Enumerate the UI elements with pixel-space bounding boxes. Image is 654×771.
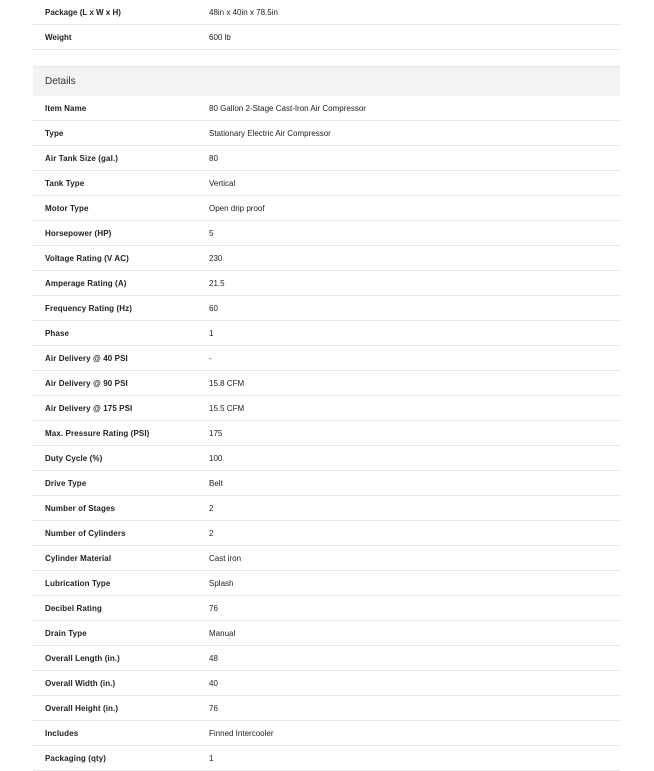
details-rows [33,96,620,771]
spec-label: Horsepower (HP) [45,228,112,238]
spec-label: Weight [45,32,72,42]
spec-value: Finned Intercooler [209,728,274,738]
table-row [33,196,620,221]
spec-value: - [209,353,212,363]
spec-label: Package (L x W x H) [45,7,121,17]
spec-label: Max. Pressure Rating (PSI) [45,428,150,438]
spec-value: 80 Gallon 2-Stage Cast-Iron Air Compressor [209,103,366,113]
table-row [33,321,620,346]
spec-label: Overall Width (in.) [45,678,116,688]
details-heading: Details [33,66,620,96]
table-row [33,346,620,371]
spec-label: Lubrication Type [45,578,111,588]
spec-label: Drive Type [45,478,87,488]
spec-value: 2 [209,503,214,513]
spec-label: Overall Length (in.) [45,653,120,663]
table-row [33,471,620,496]
spec-label: Number of Cylinders [45,528,126,538]
spec-label: Air Tank Size (gal.) [45,153,118,163]
spec-label: Cylinder Material [45,553,112,563]
spec-value: Belt [209,478,223,488]
table-row [33,696,620,721]
table-row [33,221,620,246]
table-row [33,25,620,50]
table-row [33,396,620,421]
spec-label: Packaging (qty) [45,753,107,763]
spec-value: Splash [209,578,234,588]
spec-label: Motor Type [45,203,89,213]
spec-label: Drain Type [45,628,87,638]
table-row [33,596,620,621]
spec-value: Manual [209,628,236,638]
spec-value: 175 [209,428,223,438]
spec-value: Open drip proof [209,203,265,213]
spec-label: Type [45,128,64,138]
spec-label: Phase [45,328,70,338]
spec-label: Overall Height (in.) [45,703,119,713]
table-row [33,571,620,596]
table-row [33,246,620,271]
table-row [33,496,620,521]
spec-value: 80 [209,153,218,163]
table-row [33,721,620,746]
spec-value: 1 [209,753,214,763]
table-row [33,646,620,671]
spec-value: 15.8 CFM [209,378,245,388]
table-row [33,421,620,446]
spec-label: Air Delivery @ 90 PSI [45,378,128,388]
dimensions-table [33,0,620,50]
spec-value: 2 [209,528,214,538]
spec-label: Includes [45,728,79,738]
spec-value: 60 [209,303,218,313]
table-row [33,371,620,396]
table-row [33,671,620,696]
details-table [33,66,620,771]
spec-value: 48in x 40in x 78.5in [209,7,278,17]
table-row [33,296,620,321]
spec-value: 15.5 CFM [209,403,245,413]
spec-value: 76 [209,703,218,713]
table-row [33,171,620,196]
spec-value: 5 [209,228,214,238]
table-row [33,746,620,771]
spec-value: 100 [209,453,223,463]
table-row [33,0,620,25]
table-row [33,96,620,121]
spec-value: 1 [209,328,214,338]
spec-label: Air Delivery @ 175 PSI [45,403,133,413]
spec-label: Item Name [45,103,87,113]
spec-label: Amperage Rating (A) [45,278,127,288]
spec-label: Frequency Rating (Hz) [45,303,132,313]
spec-value: 40 [209,678,218,688]
spec-value: Vertical [209,178,236,188]
spec-value: 76 [209,603,218,613]
spec-value: Cast iron [209,553,242,563]
table-row [33,121,620,146]
spec-value: 48 [209,653,218,663]
table-row [33,546,620,571]
spec-value: 21.5 [209,278,225,288]
table-row [33,521,620,546]
table-row [33,621,620,646]
spec-value: 600 lb [209,32,231,42]
table-row [33,271,620,296]
spec-label: Number of Stages [45,503,116,513]
table-row [33,146,620,171]
spec-label: Air Delivery @ 40 PSI [45,353,128,363]
spec-value: 230 [209,253,223,263]
spec-value: Stationary Electric Air Compressor [209,128,331,138]
table-row [33,446,620,471]
spec-label: Tank Type [45,178,85,188]
spec-label: Duty Cycle (%) [45,453,103,463]
spec-label: Voltage Rating (V AC) [45,253,129,263]
spec-label: Decibel Rating [45,603,102,613]
